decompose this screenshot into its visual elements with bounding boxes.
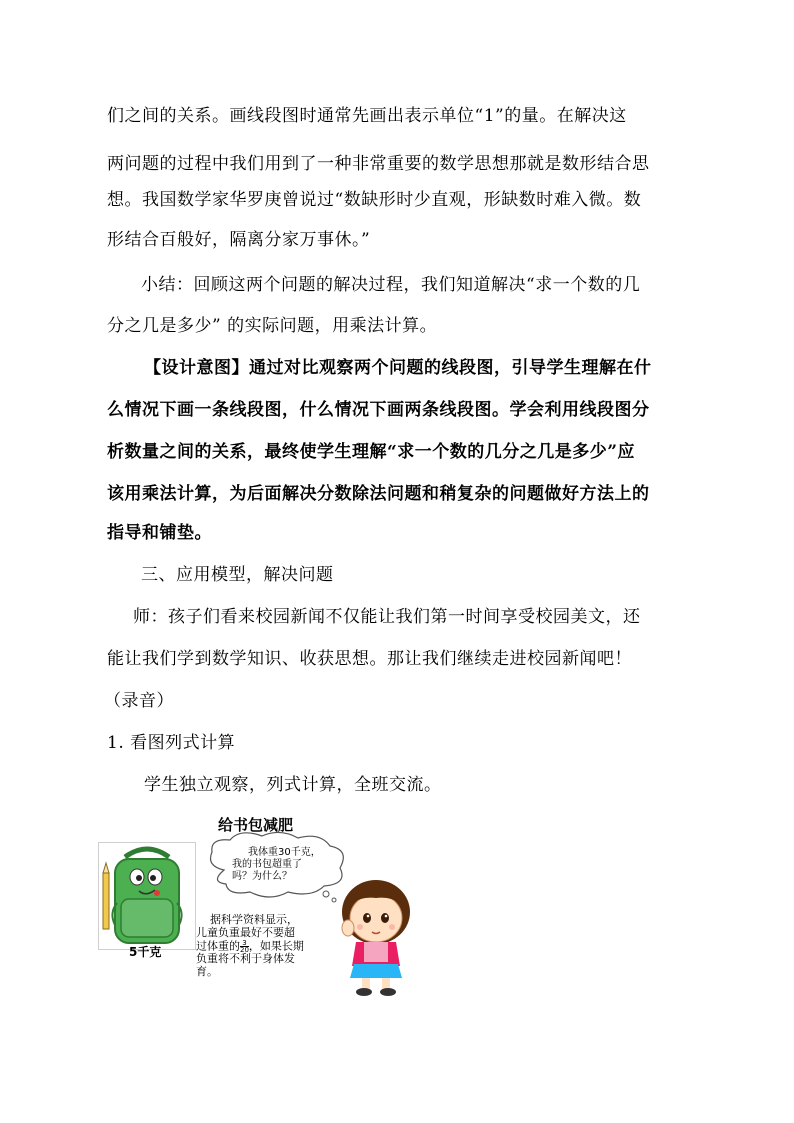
illustration-title: 给书包减肥 <box>218 816 294 834</box>
text-line: 两问题的过程中我们用到了一种非常重要的数学思想那就是数形结合思 <box>107 154 650 174</box>
section-heading: 三、应用模型，解决问题 <box>141 565 334 585</box>
design-intent-line: 该用乘法计算，为后面解决分数除法问题和稍复杂的问题做好方法上的 <box>107 484 650 504</box>
numbered-item: 1. 看图列式计算 <box>107 733 236 753</box>
info-line: 儿童负重最好不要超 <box>196 926 295 939</box>
schoolbag-illustration <box>96 812 426 1002</box>
fraction-numerator: 3 <box>240 940 249 947</box>
text-line: 们之间的关系。画线段图时通常先画出表示单位“1”的量。在解决这 <box>107 106 627 126</box>
info-fragment: 过体重的 <box>196 939 240 953</box>
design-intent-line: 析数量之间的关系，最终使学生理解“求一个数的几分之几是多少”应 <box>107 442 636 462</box>
bag-weight-label: 5千克 <box>129 945 162 959</box>
text-line: 学生独立观察，列式计算，全班交流。 <box>144 775 442 795</box>
info-line: 负重将不利于身体发 <box>196 952 295 965</box>
design-intent-line: 指导和铺垫。 <box>107 523 212 543</box>
text-line: 形结合百般好，隔离分家万事休。” <box>107 230 371 250</box>
text-line: 小结：回顾这两个问题的解决过程，我们知道解决“求一个数的几 <box>141 275 641 295</box>
speech-line: 我的书包超重了 <box>232 859 302 870</box>
info-fragment: ，如果长期 <box>248 939 304 953</box>
info-line: 育。 <box>196 965 218 978</box>
schoolbag-icon <box>99 843 195 949</box>
design-intent-line: 【设计意图】通过对比观察两个问题的线段图，引导学生理解在什 <box>144 358 652 378</box>
text-line: 师：孩子们看来校园新闻不仅能让我们第一时间享受校园美文，还 <box>133 607 641 627</box>
fraction-denominator: 20 <box>240 946 249 954</box>
text-line: 分之几是多少” 的实际问题，用乘法计算。 <box>107 316 438 336</box>
text-line: 能让我们学到数学知识、收获思想。那让我们继续走进校园新闻吧！ <box>107 649 632 669</box>
speech-line: 我体重30千克， <box>248 847 321 858</box>
design-intent-line: 么情况下画一条线段图，什么情况下画两条线段图。学会利用线段图分 <box>107 400 650 420</box>
info-line: 据科学资料显示， <box>210 913 298 926</box>
girl-icon <box>330 878 422 998</box>
text-line: （录音） <box>104 691 174 711</box>
schoolbag-frame <box>98 842 196 959</box>
text-line: 想。我国数学家华罗庚曾说过“数缺形时少直观，形缺数时难入微。数 <box>107 190 642 210</box>
speech-line: 吗？为什么？ <box>232 871 292 882</box>
